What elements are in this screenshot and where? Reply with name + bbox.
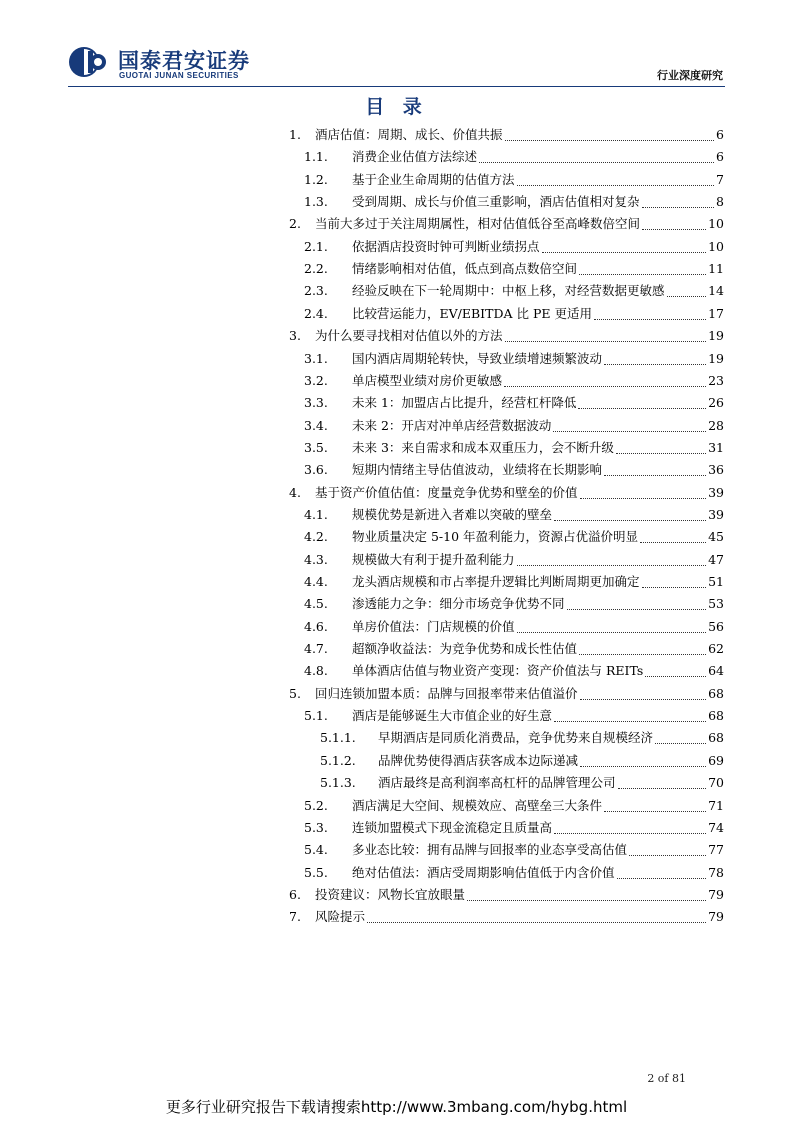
toc-entry-page: 64 (708, 663, 724, 679)
toc-leader-dots (578, 407, 706, 409)
toc-entry-number: 6. (289, 886, 301, 902)
toc-entry-page: 68 (708, 685, 724, 701)
toc-entry[interactable] (304, 258, 724, 280)
toc-leader-dots (629, 854, 706, 856)
toc-entry-page: 39 (708, 484, 724, 500)
toc-leader-dots (542, 251, 707, 253)
toc-entry-title: 比较营运能力，EV/EBITDA 比 PE 更适用 (352, 305, 592, 321)
toc-entry-page: 23 (708, 372, 724, 388)
toc-entry-number: 2. (289, 216, 301, 232)
toc-entry-title: 短期内情绪主导估值波动，业绩将在长期影响 (352, 462, 603, 478)
toc-entry-title: 回归连锁加盟本质：品牌与回报率带来估值溢价 (315, 685, 578, 701)
toc-entry[interactable] (304, 616, 724, 638)
toc-entry[interactable] (304, 504, 724, 526)
toc-entry[interactable] (304, 705, 724, 727)
toc-entry[interactable] (304, 236, 724, 258)
toc-entry-number: 5.3. (304, 819, 328, 835)
toc-leader-dots (642, 228, 706, 230)
toc-entry-title: 未来 3：来自需求和成本双重压力，会不断升级 (352, 439, 614, 455)
toc-entry-number: 5.2. (304, 797, 328, 813)
toc-entry-number: 5.1. (304, 708, 328, 724)
toc-leader-dots (553, 430, 706, 432)
toc-entry-number: 4. (289, 484, 301, 500)
toc-entry[interactable] (304, 817, 724, 839)
toc-entry[interactable] (304, 839, 724, 861)
toc-entry-number: 3. (289, 328, 301, 344)
toc-entry-title: 品牌优势使得酒店获客成本边际递减 (378, 752, 579, 768)
header-divider (68, 86, 725, 87)
toc-entry-title: 物业质量决定 5-10 年盈利能力，资源占优溢价明显 (352, 529, 639, 545)
toc-leader-dots (604, 474, 706, 476)
toc-entry[interactable] (304, 370, 724, 392)
toc-leader-dots (655, 742, 706, 744)
toc-entry-title: 规模优势是新进入者难以突破的壁垒 (352, 506, 553, 522)
toc-entry-page: 51 (708, 574, 724, 589)
toc-entry-page: 45 (708, 529, 724, 545)
toc-entry-number: 1.3. (304, 194, 328, 210)
toc-entry-number: 3.4. (304, 417, 328, 433)
toc-entry-number: 4.5. (304, 596, 328, 612)
toc-entry[interactable] (304, 549, 724, 571)
toc-entry[interactable] (304, 459, 724, 481)
toc-entry-title: 规模做大有利于提升盈利能力 (352, 551, 515, 567)
toc-entry-title: 投资建议：风物长宜放眼量 (315, 886, 466, 902)
toc-entry-title: 基于资产价值估值：度量竞争优势和壁垒的价值 (315, 484, 578, 500)
toc-entry-title: 连锁加盟模式下现金流稳定且质量高 (352, 819, 553, 835)
toc-entry-title: 酒店估值：周期、成长、价值共振 (315, 127, 503, 142)
toc-leader-dots (640, 541, 706, 543)
toc-entry-page: 79 (708, 886, 724, 902)
toc-entry-page: 11 (708, 261, 724, 277)
toc-leader-dots (642, 586, 707, 588)
toc-entry-number: 4.7. (304, 641, 328, 657)
company-name-cn: 国泰君安证券 (118, 49, 250, 73)
toc-leader-dots (642, 206, 715, 208)
toc-entry[interactable] (304, 348, 724, 370)
toc-entry-number: 5.1.2. (320, 752, 356, 768)
toc-entry-page: 70 (708, 775, 724, 791)
toc-entry-number: 2.1. (304, 238, 328, 254)
toc-entry-title: 多业态比较：拥有品牌与回报率的业态享受高估值 (352, 842, 628, 858)
toc-entry-title: 单体酒店估值与物业资产变现：资产价值法与 REITs (352, 663, 644, 679)
toc-entry-page: 68 (708, 730, 724, 746)
toc-entry[interactable] (304, 146, 724, 168)
download-link[interactable]: 更多行业研究报告下载请搜索http://www.3mbang.com/hybg.html (165, 1098, 628, 1116)
toc-leader-dots (618, 787, 707, 789)
toc-entry[interactable] (289, 325, 724, 347)
page-header (0, 0, 793, 90)
toc-entry[interactable] (289, 482, 724, 504)
toc-entry-page: 79 (708, 909, 724, 925)
toc-leader-dots (505, 340, 707, 342)
toc-entry-page: 47 (708, 551, 724, 567)
toc-entry-number: 7. (289, 909, 301, 925)
guotai-junan-logo-icon (68, 46, 108, 78)
toc-entry-page: 14 (708, 283, 724, 299)
toc-leader-dots (617, 877, 707, 879)
toc-entry[interactable] (320, 772, 724, 794)
toc-entry-page: 62 (708, 641, 724, 657)
toc-leader-dots (579, 273, 706, 275)
toc-leader-dots (579, 653, 706, 655)
toc-entry-title: 单店模型业绩对房价更敏感 (352, 372, 503, 388)
toc-entry-page: 39 (708, 506, 724, 522)
toc-leader-dots (645, 675, 706, 677)
toc-entry-title: 酒店是能够诞生大市值企业的好生意 (352, 708, 553, 724)
toc-entry[interactable] (304, 415, 724, 437)
toc-leader-dots (604, 810, 706, 812)
toc-leader-dots (367, 921, 706, 923)
toc-leader-dots (505, 139, 715, 141)
toc-entry-page: 6 (716, 127, 724, 142)
toc-entry[interactable] (304, 392, 724, 414)
toc-entry[interactable] (289, 906, 724, 928)
toc-entry[interactable] (304, 169, 724, 191)
report-type-label: 行业深度研究 (657, 69, 723, 82)
toc-entry-number: 4.6. (304, 618, 328, 634)
toc-entry-title: 消费企业估值方法综述 (352, 149, 478, 165)
toc-entry-page: 77 (708, 842, 724, 858)
toc-entry-title: 未来 1：加盟店占比提升，经营杠杆降低 (352, 395, 577, 411)
toc-entry-number: 4.2. (304, 529, 328, 545)
toc-entry-number: 1.1. (304, 149, 328, 165)
toc-entry[interactable] (289, 124, 724, 146)
toc-entry-title: 当前大多过于关注周期属性，相对估值低谷至高峰数倍空间 (315, 216, 641, 232)
toc-entry-number: 3.6. (304, 462, 328, 478)
toc-entry-page: 10 (708, 216, 724, 232)
toc-title: 目 录 (365, 96, 428, 118)
toc-entry[interactable] (304, 303, 724, 325)
toc-entry-title: 酒店满足大空间、规模效应、高壁垒三大条件 (352, 797, 603, 813)
toc-entry-number: 4.1. (304, 506, 328, 522)
toc-entry-number: 4.4. (304, 574, 328, 589)
toc-leader-dots (580, 765, 706, 767)
toc-entry-number: 1. (289, 127, 301, 142)
toc-entry-page: 8 (716, 194, 724, 210)
toc-entry-title: 情绪影响相对估值，低点到高点数倍空间 (352, 261, 578, 277)
toc-entry-number: 3.2. (304, 372, 328, 388)
toc-entry[interactable] (289, 683, 724, 705)
toc-entry-page: 78 (708, 864, 724, 880)
toc-entry-page: 17 (708, 305, 724, 321)
toc-entry-page: 6 (716, 149, 724, 165)
toc-entry-title: 龙头酒店规模和市占率提升逻辑比判断周期更加确定 (352, 574, 640, 589)
toc-leader-dots (616, 452, 706, 454)
toc-entry-page: 19 (708, 350, 724, 366)
toc-leader-dots (554, 519, 706, 521)
toc-entry-page: 7 (716, 171, 724, 187)
toc-leader-dots (504, 385, 706, 387)
toc-leader-dots (517, 184, 715, 186)
toc-leader-dots (517, 564, 707, 566)
toc-leader-dots (567, 608, 707, 610)
toc-entry-number: 3.5. (304, 439, 328, 455)
toc-leader-dots (467, 899, 706, 901)
toc-entry-number: 2.4. (304, 305, 328, 321)
toc-entry-title: 酒店最终是高利润率高杠杆的品牌管理公司 (378, 775, 616, 791)
toc-entry-page: 26 (708, 395, 724, 411)
toc-leader-dots (580, 698, 707, 700)
toc-entry-title: 依据酒店投资时钟可判断业绩拐点 (352, 238, 540, 254)
toc-entry[interactable] (304, 526, 724, 548)
toc-leader-dots (604, 363, 706, 365)
toc-entry-number: 5.1.3. (320, 775, 356, 791)
toc-entry-title: 超额净收益法：为竞争优势和成长性估值 (352, 641, 578, 657)
toc-entry-title: 国内酒店周期轮转快，导致业绩增速频繁波动 (352, 350, 603, 366)
toc-entry-number: 5.4. (304, 842, 328, 858)
toc-entry-page: 56 (708, 618, 724, 634)
toc-entry[interactable] (304, 593, 724, 615)
toc-entry-number: 4.3. (304, 551, 328, 567)
toc-entry-number: 4.8. (304, 663, 328, 679)
toc-entry-number: 5.5. (304, 864, 328, 880)
toc-entry[interactable] (320, 750, 724, 772)
toc-entry-page: 28 (708, 417, 724, 433)
toc-entry-page: 69 (708, 752, 724, 768)
toc-entry-number: 5.1.1. (320, 730, 356, 746)
toc-entry-title: 渗透能力之争：细分市场竞争优势不同 (352, 596, 565, 612)
toc-entry-title: 经验反映在下一轮周期中：中枢上移，对经营数据更敏感 (352, 283, 665, 299)
toc-entry[interactable] (304, 795, 724, 817)
toc-entry[interactable] (289, 884, 724, 906)
toc-entry-page: 71 (708, 797, 724, 813)
toc-entry-title: 早期酒店是同质化消费品，竞争优势来自规模经济 (378, 730, 654, 746)
toc-entry-page: 53 (708, 596, 724, 612)
page-indicator: 2 of 81 (647, 1072, 686, 1085)
toc-entry-title: 风险提示 (315, 909, 366, 925)
company-name-en: GUOTAI JUNAN SECURITIES (119, 71, 239, 80)
toc-entry-title: 基于企业生命周期的估值方法 (352, 171, 515, 187)
toc-leader-dots (479, 161, 714, 163)
toc-leader-dots (554, 832, 706, 834)
toc-entry-number: 2.2. (304, 261, 328, 277)
toc-leader-dots (667, 295, 707, 297)
toc-entry[interactable] (320, 727, 724, 749)
toc-leader-dots (594, 318, 706, 320)
toc-leader-dots (517, 631, 707, 633)
toc-entry-page: 74 (708, 819, 724, 835)
toc-entry[interactable] (304, 191, 724, 213)
toc-entry[interactable] (289, 213, 724, 235)
toc-entry-number: 3.1. (304, 350, 328, 366)
toc-entry-number: 2.3. (304, 283, 328, 299)
toc-entry-number: 5. (289, 685, 301, 701)
toc-entry[interactable] (304, 862, 724, 884)
toc-entry-number: 1.2. (304, 171, 328, 187)
toc-entry[interactable] (304, 660, 724, 682)
toc-entry-page: 68 (708, 708, 724, 724)
toc-entry-page: 10 (708, 238, 724, 254)
toc-entry-title: 单房价值法：门店规模的价值 (352, 618, 515, 634)
toc-entry[interactable] (304, 638, 724, 660)
toc-entry-title: 为什么要寻找相对估值以外的方法 (315, 328, 503, 344)
toc-entry-title: 受到周期、成长与价值三重影响，酒店估值相对复杂 (352, 194, 640, 210)
toc-entry[interactable] (304, 571, 724, 593)
toc-entry[interactable] (304, 280, 724, 302)
toc-leader-dots (554, 720, 706, 722)
toc-entry-number: 3.3. (304, 395, 328, 411)
toc-leader-dots (580, 497, 707, 499)
toc-entry[interactable] (304, 437, 724, 459)
toc-entry-page: 31 (708, 439, 724, 455)
toc-entry-title: 绝对估值法：酒店受周期影响估值低于内含价值 (352, 864, 615, 880)
toc-entry-page: 19 (708, 328, 724, 344)
toc-entry-title: 未来 2：开店对冲单店经营数据波动 (352, 417, 552, 433)
toc-entry-page: 36 (708, 462, 724, 478)
